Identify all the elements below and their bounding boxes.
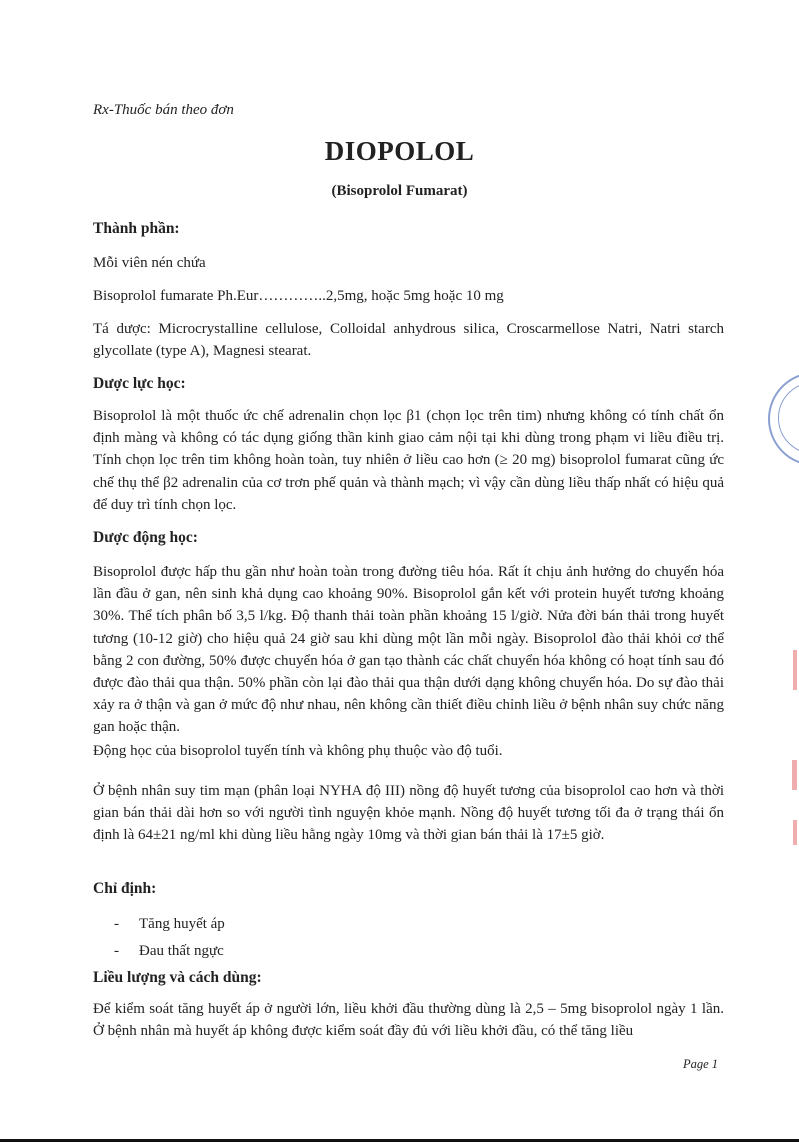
dosage-heading: Liều lượng và cách dùng: [93,969,262,986]
dosage-text: Để kiểm soát tăng huyết áp ở người lớn, liều khởi đầu thường dùng là 2,5 – 5mg bisoprolol ngày 1 lần. Ở bệnh nhân mà huyết áp không được kiểm soát đầy đủ với liều khởi đầu, có thể tăng liều [93,1001,724,1040]
pharmacokinetics-heading: Dược động học: [93,529,198,546]
indication-label: Đau thất ngực [139,943,224,959]
bullet-dash: - [114,916,119,932]
pharmacokinetics-paragraph-1: Bisoprolol được hấp thu gần như hoàn toàn trong đường tiêu hóa. Rất ít chịu ảnh hưởng do chuyển hóa lần đầu ở gan, nên sinh khả dụng cao khoảng 90%. Bisoprolol gắn kết với protein huyết tương khoảng 30%. Thể tích phân bố 3,5 l/kg. Độ thanh thải toàn phần khoảng 15 l/giờ. Nửa đời bán thải trong huyết tương (10-12 giờ) cho hiệu quả 24 giờ sau khi dùng một lần mỗi ngày. Bisoprolol đào thải khỏi cơ thể bằng 2 con đường, 50% được chuyển hóa ở gan tạo thành các chất chuyển hóa không có hoạt tính sau đó được đào thải qua thận. 50% phần còn lại đào thải qua thận dưới dạng không chuyển hóa. Do sự đào thải xảy ra ở thận và gan ở mức độ như nhau, nên không cần thiết điều chỉnh liều ở bệnh nhân suy chức năng gan hoặc thận. [93,564,724,736]
pharmacodynamics-heading: Dược lực học: [93,375,186,392]
pharmacokinetics-paragraph-3: Ở bệnh nhân suy tim mạn (phân loại NYHA độ III) nồng độ huyết tương của bisoprolol cao hơn và thời gian bán thải dài hơn so với người tình nguyện khỏe mạnh. Nồng độ huyết tương tối đa ở trạng thái ổn định là 64±21 ng/ml khi dùng liều hằng ngày 10mg và thời gian bán thải là 17±5 giờ. [93,783,724,844]
drug-title: DIOPOLOL [324,136,475,166]
indications-heading: Chỉ định: [93,880,157,897]
red-ink-mark [792,760,797,790]
bullet-dash: - [114,943,119,959]
drug-subtitle: (Bisoprolol Fumarat) [331,183,468,199]
composition-heading: Thành phần: [93,220,180,237]
pharmacokinetics-paragraph-2: Động học của bisoprolol tuyến tính và không phụ thuộc vào độ tuổi. [93,743,503,759]
indication-item [114,916,225,933]
excipients-text: Tá dược: Microcrystalline cellulose, Colloidal anhydrous silica, Croscarmellose Natri, Natri starch glycollate (type A), Magnesi stearat. [93,321,724,360]
red-ink-mark [793,820,797,845]
pharmacodynamics-text: Bisoprolol là một thuốc ức chế adrenalin chọn lọc β1 (chọn lọc trên tim) nhưng không có tính chất ổn định màng và không có tác dụng giống thần kinh giao cảm nội tại khi dùng trong phạm vi liều điều trị. Tính chọn lọc trên tim không hoàn toàn, tuy nhiên ở liều cao hơn (≥ 20 mg) bisoprolol fumarat cũng ức chế thụ thể β2 adrenalin của cơ trơn phế quản và thành mạch; vì vậy cần dùng liều thấp nhất có hiệu quả để duy trì tính chọn lọc. [93,408,724,513]
stamp-seal-icon [768,372,799,466]
indication-item [114,943,224,960]
page-number: Page 1 [683,1057,719,1071]
indication-label: Tăng huyết áp [139,916,225,932]
composition-line-1: Mỗi viên nén chứa [93,255,206,271]
red-ink-mark [793,650,797,690]
prescription-note: Rx-Thuốc bán theo đơn [93,102,234,118]
composition-line-2: Bisoprolol fumarate Ph.Eur…………..2,5mg, hoặc 5mg hoặc 10 mg [93,288,504,304]
